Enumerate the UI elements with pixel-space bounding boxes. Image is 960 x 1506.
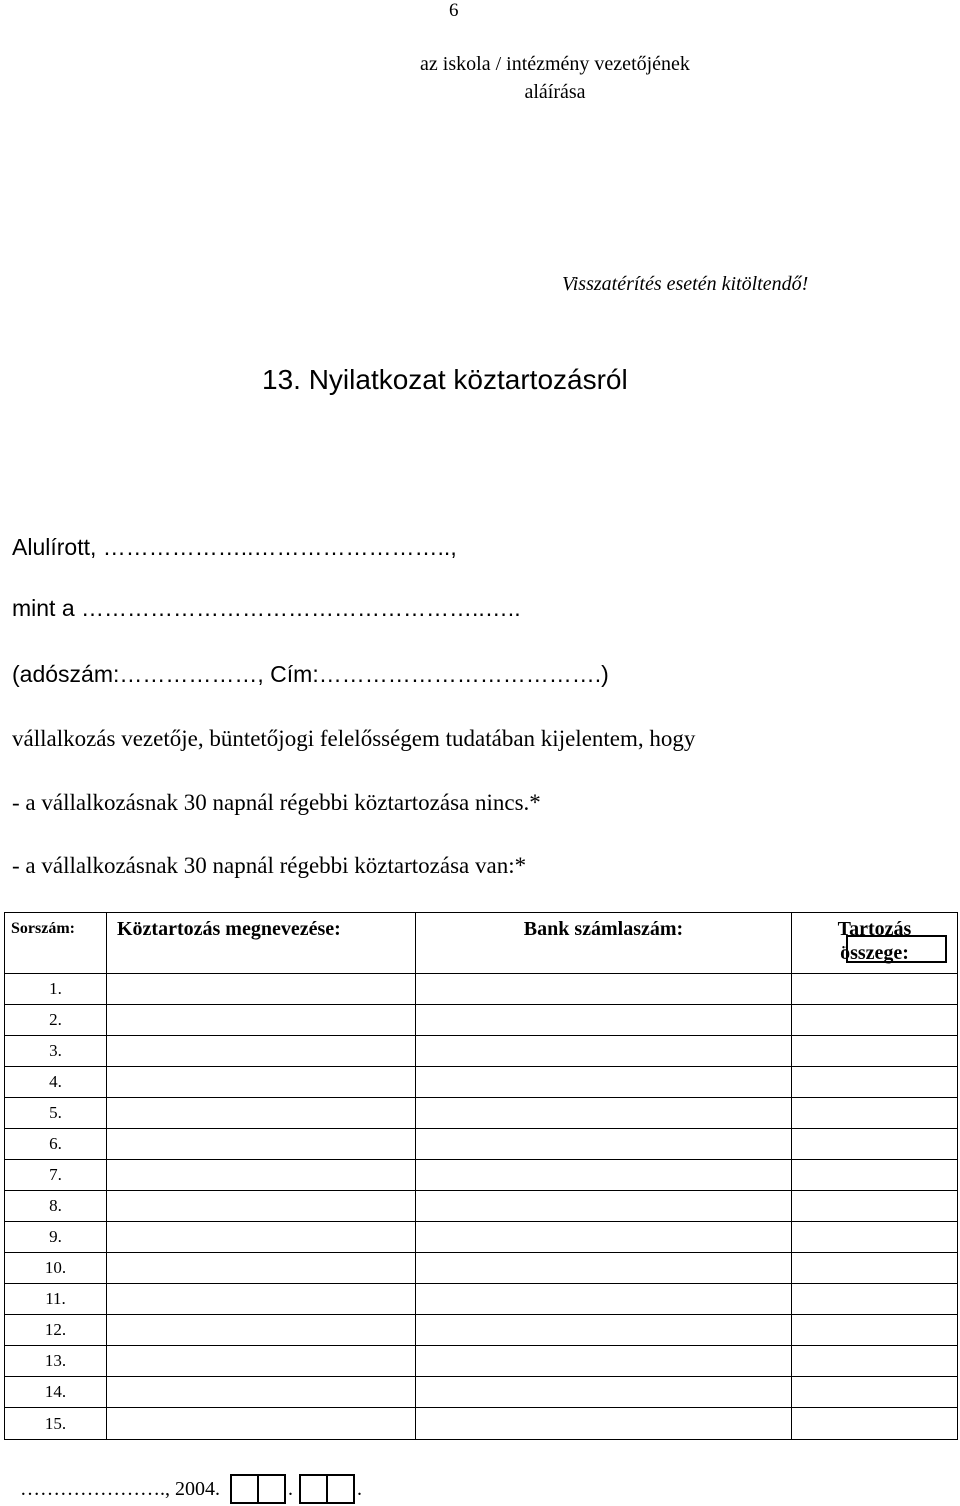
account-cell[interactable] [416, 1284, 792, 1315]
row-number: 4. [5, 1067, 107, 1098]
name-cell[interactable] [107, 1191, 416, 1222]
row-number: 6. [5, 1129, 107, 1160]
row-number: 7. [5, 1160, 107, 1191]
row-number: 15. [5, 1408, 107, 1440]
account-cell[interactable] [416, 1315, 792, 1346]
table-row [5, 1005, 958, 1036]
table-row [5, 1315, 958, 1346]
account-cell[interactable] [416, 1129, 792, 1160]
month-box-1[interactable] [230, 1474, 259, 1504]
amount-cell[interactable] [792, 1191, 958, 1222]
table-row [5, 1098, 958, 1129]
table-row [5, 1222, 958, 1253]
name-cell[interactable] [107, 1222, 416, 1253]
account-cell[interactable] [416, 1346, 792, 1377]
name-cell[interactable] [107, 1408, 416, 1440]
account-cell[interactable] [416, 1408, 792, 1440]
amount-cell[interactable] [792, 1098, 958, 1129]
table-header-row [5, 913, 958, 974]
row-number: 8. [5, 1191, 107, 1222]
amount-cell[interactable] [792, 1067, 958, 1098]
account-cell[interactable] [416, 1005, 792, 1036]
account-cell[interactable] [416, 1222, 792, 1253]
account-cell[interactable] [416, 1253, 792, 1284]
account-cell[interactable] [416, 1377, 792, 1408]
page-title: 13. Nyilatkozat köztartozásról [262, 364, 628, 395]
amount-header-box [846, 935, 947, 963]
amount-cell[interactable] [792, 1036, 958, 1067]
name-cell[interactable] [107, 1005, 416, 1036]
amount-cell[interactable] [792, 1129, 958, 1160]
tax-address-field[interactable]: (adószám:………………, Cím:……………………………….) [12, 661, 609, 687]
footer-date-line [20, 1474, 362, 1504]
table-row [5, 1129, 958, 1160]
name-cell[interactable] [107, 1284, 416, 1315]
name-cell[interactable] [107, 1036, 416, 1067]
company-field[interactable]: mint a ……………………………………………..….. [12, 595, 521, 621]
row-number: 9. [5, 1222, 107, 1253]
name-cell[interactable] [107, 1377, 416, 1408]
table-row [5, 1377, 958, 1408]
day-box-1[interactable] [299, 1474, 328, 1504]
refund-note: Visszatérítés esetén kitöltendő! [562, 273, 809, 295]
table-row [5, 1284, 958, 1315]
amount-cell[interactable] [792, 1346, 958, 1377]
table-row [5, 1036, 958, 1067]
amount-cell[interactable] [792, 1222, 958, 1253]
table-row [5, 1346, 958, 1377]
statement-text: vállalkozás vezetője, büntetőjogi felelősségem tudatában kijelentem, hogy [12, 726, 696, 751]
account-cell[interactable] [416, 1036, 792, 1067]
debt-table [4, 912, 958, 1440]
name-cell[interactable] [107, 1346, 416, 1377]
amount-cell[interactable] [792, 1005, 958, 1036]
table-row [5, 1253, 958, 1284]
undersigned-field[interactable]: Alulírott, ………………..…………………….., [12, 534, 457, 560]
name-cell[interactable] [107, 1160, 416, 1191]
place-date-text[interactable]: …………………., 2004. [20, 1477, 220, 1500]
name-cell[interactable] [107, 1067, 416, 1098]
amount-cell[interactable] [792, 1253, 958, 1284]
row-number: 1. [5, 974, 107, 1005]
table-row [5, 1191, 958, 1222]
amount-cell[interactable] [792, 1160, 958, 1191]
amount-cell[interactable] [792, 1284, 958, 1315]
row-number: 13. [5, 1346, 107, 1377]
row-number: 14. [5, 1377, 107, 1408]
month-boxes[interactable] [232, 1474, 286, 1504]
amount-cell[interactable] [792, 1377, 958, 1408]
row-number: 10. [5, 1253, 107, 1284]
signature-caption [0, 50, 960, 106]
header-name: Köztartozás megnevezése: [107, 913, 416, 974]
account-cell[interactable] [416, 1160, 792, 1191]
option-has-debt[interactable]: - a vállalkozásnak 30 napnál régebbi köztartozása van:* [12, 853, 527, 878]
table-row [5, 1408, 958, 1440]
row-number: 5. [5, 1098, 107, 1129]
row-number: 3. [5, 1036, 107, 1067]
header-num: Sorszám: [5, 913, 107, 974]
page-number: 6 [449, 0, 459, 21]
row-number: 2. [5, 1005, 107, 1036]
table-row [5, 974, 958, 1005]
account-cell[interactable] [416, 1098, 792, 1129]
signature-line-1: az iskola / intézmény vezetőjének [420, 53, 690, 75]
name-cell[interactable] [107, 974, 416, 1005]
name-cell[interactable] [107, 1253, 416, 1284]
header-amount-line1: Tartozás [837, 918, 912, 940]
amount-cell[interactable] [792, 1408, 958, 1440]
amount-cell[interactable] [792, 1315, 958, 1346]
month-box-2[interactable] [257, 1474, 286, 1504]
header-amount-line2: összege: [840, 942, 909, 964]
date-separator-1: . [288, 1477, 293, 1500]
amount-cell[interactable] [792, 974, 958, 1005]
header-account: Bank számlaszám: [416, 913, 792, 974]
table-row [5, 1160, 958, 1191]
row-number: 11. [5, 1284, 107, 1315]
day-box-2[interactable] [326, 1474, 355, 1504]
account-cell[interactable] [416, 1191, 792, 1222]
account-cell[interactable] [416, 974, 792, 1005]
date-separator-2: . [357, 1477, 362, 1500]
table-row [5, 1067, 958, 1098]
account-cell[interactable] [416, 1067, 792, 1098]
option-no-debt[interactable]: - a vállalkozásnak 30 napnál régebbi köztartozása nincs.* [12, 790, 541, 815]
day-boxes[interactable] [301, 1474, 355, 1504]
row-number: 12. [5, 1315, 107, 1346]
name-cell[interactable] [107, 1098, 416, 1129]
name-cell[interactable] [107, 1129, 416, 1160]
signature-line-2: aláírása [524, 81, 586, 103]
name-cell[interactable] [107, 1315, 416, 1346]
